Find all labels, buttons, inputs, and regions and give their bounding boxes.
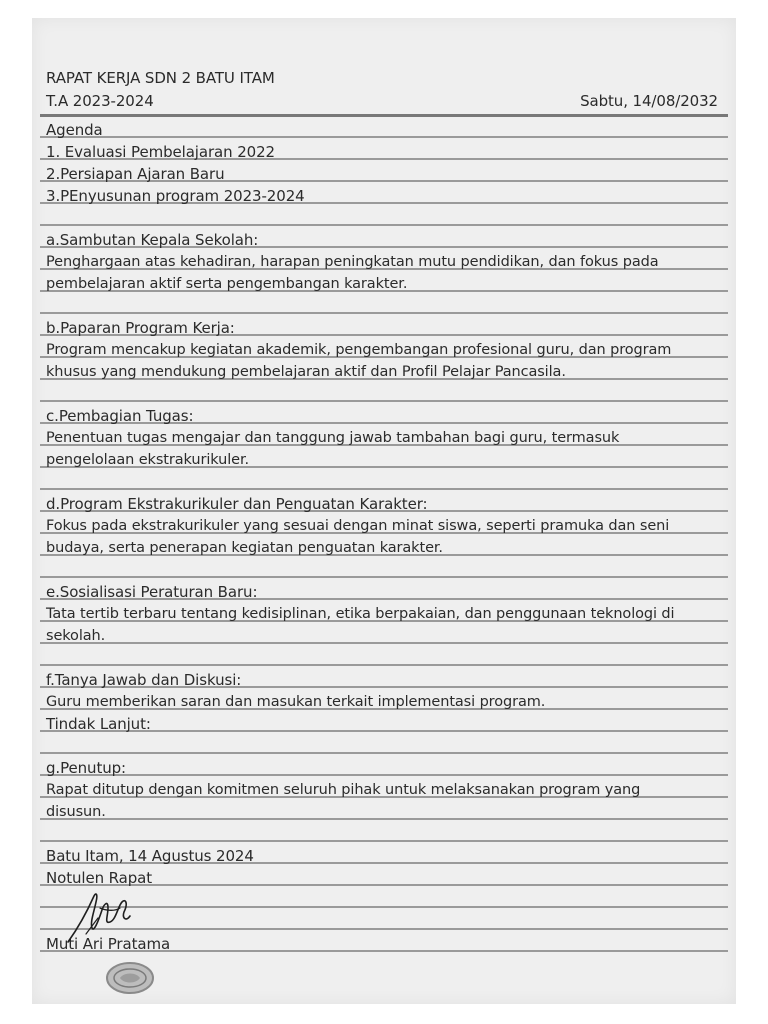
section-text: Tindak Lanjut: <box>46 715 151 733</box>
section-text: pengelolaan ekstrakurikuler. <box>46 452 250 468</box>
section-text: pembelajaran aktif serta pengembangan karakter. <box>46 276 408 292</box>
rule-line <box>40 840 728 842</box>
rule-line <box>40 400 728 402</box>
stamp-icon <box>104 960 156 996</box>
section-heading: c.Pembagian Tugas: <box>46 407 194 425</box>
agenda-item: 1. Evaluasi Pembelajaran 2022 <box>46 143 275 161</box>
section-heading: e.Sosialisasi Peraturan Baru: <box>46 583 258 601</box>
section-text: Penghargaan atas kehadiran, harapan peningkatan mutu pendidikan, dan fokus pada <box>46 254 659 270</box>
school-year: T.A 2023-2024 <box>46 92 154 110</box>
section-text: Rapat ditutup dengan komitmen seluruh pihak untuk melaksanakan program yang <box>46 782 641 798</box>
section-text: Guru memberikan saran dan masukan terkait implementasi program. <box>46 694 546 710</box>
section-heading: a.Sambutan Kepala Sekolah: <box>46 231 259 249</box>
signature-icon <box>64 888 136 944</box>
rule-line <box>40 488 728 490</box>
agenda-heading: Agenda <box>46 121 103 139</box>
rule-line <box>40 906 728 908</box>
rule-line <box>40 928 728 930</box>
signer-name: Muti Ari Pratama <box>46 935 171 953</box>
section-heading: d.Program Ekstrakurikuler dan Penguatan Karakter: <box>46 495 428 513</box>
section-text: sekolah. <box>46 628 106 644</box>
rule-line <box>40 752 728 754</box>
rule-line <box>40 114 728 117</box>
meeting-date: Sabtu, 14/08/2032 <box>580 92 718 110</box>
section-text: khusus yang mendukung pembelajaran aktif dan Profil Pelajar Pancasila. <box>46 364 566 380</box>
rule-line <box>40 224 728 226</box>
closing-role: Notulen Rapat <box>46 869 153 887</box>
section-text: Penentuan tugas mengajar dan tanggung jawab tambahan bagi guru, termasuk <box>46 430 620 446</box>
section-heading: f.Tanya Jawab dan Diskusi: <box>46 671 242 689</box>
agenda-item: 3.PEnyusunan program 2023-2024 <box>46 187 305 205</box>
section-text: disusun. <box>46 804 106 820</box>
section-text: Tata tertib terbaru tentang kedisiplinan, etika berpakaian, dan penggunaan teknologi di <box>46 606 675 622</box>
section-heading: b.Paparan Program Kerja: <box>46 319 235 337</box>
rule-line <box>40 664 728 666</box>
section-text: Program mencakup kegiatan akademik, pengembangan profesional guru, dan program <box>46 342 672 358</box>
closing-place-date: Batu Itam, 14 Agustus 2024 <box>46 847 254 865</box>
section-heading: g.Penutup: <box>46 759 127 777</box>
notebook-page <box>32 18 736 1004</box>
section-text: Fokus pada ekstrakurikuler yang sesuai dengan minat siswa, seperti pramuka dan seni <box>46 518 670 534</box>
section-text: budaya, serta penerapan kegiatan penguatan karakter. <box>46 540 443 556</box>
rule-line <box>40 576 728 578</box>
agenda-item: 2.Persiapan Ajaran Baru <box>46 165 225 183</box>
rule-line <box>40 312 728 314</box>
document-title: RAPAT KERJA SDN 2 BATU ITAM <box>46 69 275 87</box>
